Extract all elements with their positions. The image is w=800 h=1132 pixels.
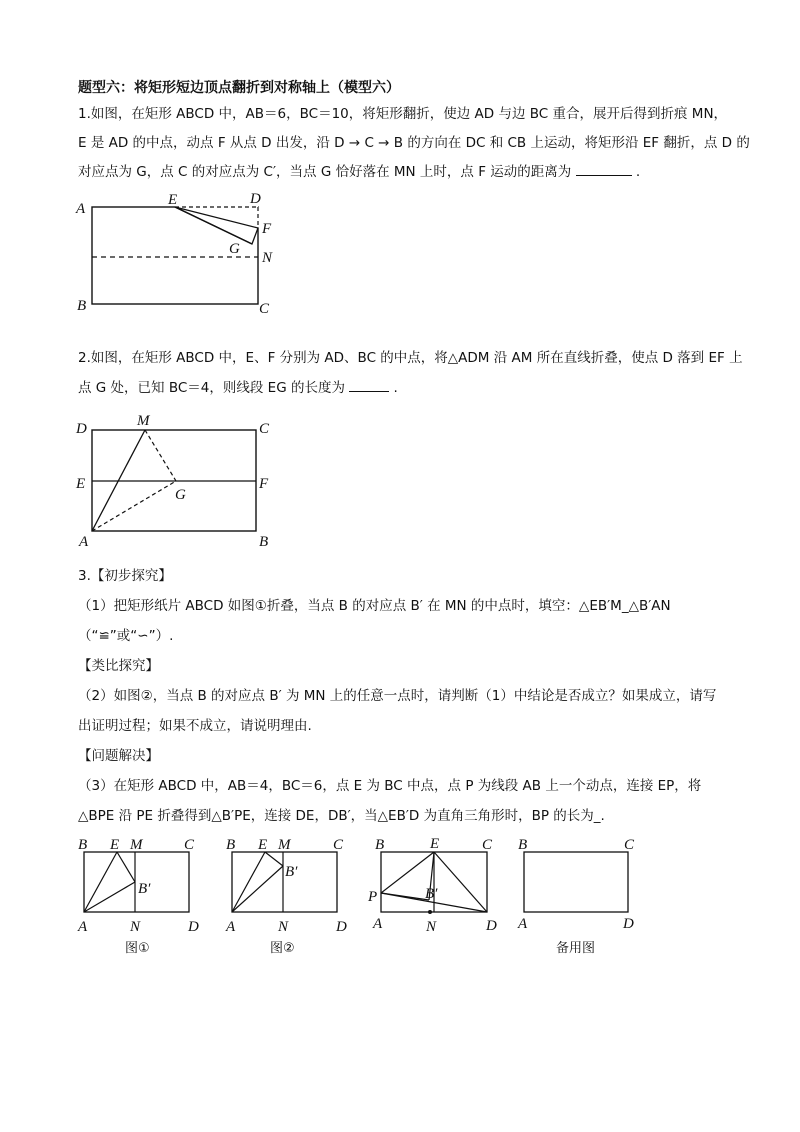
fig3-label-a: A [373, 916, 383, 932]
q1-label-f: F [262, 221, 272, 237]
fig2-label-n: N [278, 919, 289, 935]
q2-line-2-end: . [393, 380, 398, 396]
fig1-label-d: D [188, 919, 199, 935]
fig1-label-m: M [130, 837, 143, 853]
fig4-label-c: C [624, 837, 635, 853]
q3-analog-heading: 【类比探究】 [78, 658, 159, 674]
fig3-label-bprime: B′ [425, 886, 438, 902]
fig3-label-e: E [430, 836, 440, 852]
q1-line-2: E 是 AD 的中点，动点 F 从点 D 出发，沿 D → C → B 的方向在 DC 和 CB 上运动，将矩形沿 EF 翻折，点 D 的 [78, 135, 750, 151]
q2-label-m: M [137, 413, 150, 429]
fig1-label-c: C [184, 837, 195, 853]
fig1-label-e: E [110, 837, 120, 853]
q2-label-g: G [175, 487, 186, 503]
q3-part3-line-2: △BPE 沿 PE 折叠得到△B′PE，连接 DE，DB′，当△EB′D 为直角三角形时，BP 的长为_. [78, 808, 605, 824]
q2-label-c: C [259, 421, 270, 437]
fig2-label-m: M [278, 837, 291, 853]
q1-label-b: B [77, 298, 87, 314]
fig4-label-d: D [623, 916, 634, 932]
fig4-caption: 备用图 [556, 941, 596, 956]
fig1-caption: 图① [125, 941, 150, 956]
q1-line-3-end: . [635, 164, 641, 180]
fig3-label-b: B [375, 837, 385, 853]
q2-label-f: F [259, 476, 269, 492]
fig2-caption: 图② [270, 941, 295, 956]
q1-line-1: 1.如图，在矩形 ABCD 中，AB＝6，BC＝10，将矩形翻折，使边 AD 与边 BC 重合，展开后得到折痕 MN， [78, 106, 728, 122]
q1-label-e: E [168, 192, 178, 208]
q2-label-e: E [76, 476, 86, 492]
q3-header: 3.【初步探究】 [78, 568, 172, 584]
q3-part1-line-1: （1）把矩形纸片 ABCD 如图①折叠，当点 B 的对应点 B′ 在 MN 的中点时，填空：△EB′M_△B′AN [78, 598, 671, 614]
fig1-label-b: B [78, 837, 88, 853]
fig3-label-c: C [482, 837, 493, 853]
fig2-label-e: E [258, 837, 268, 853]
fig4-label-a: A [518, 916, 528, 932]
q3-solve-heading: 【问题解决】 [78, 748, 159, 764]
q2-line-2-text: 点 G 处，已知 BC＝4，则线段 EG 的长度为 [78, 380, 345, 396]
fig1-label-n: N [130, 919, 141, 935]
fig2-label-bprime: B′ [285, 864, 298, 880]
q2-line-1: 2.如图，在矩形 ABCD 中，E、F 分别为 AD、BC 的中点，将△ADM 沿 AM 所在直线折叠，使点 D 落到 EF 上 [78, 350, 743, 366]
q3-part1-line-2: （“≌”或“∽”）. [78, 628, 174, 644]
fig2-label-d: D [336, 919, 347, 935]
q1-label-a: A [76, 201, 86, 217]
q1-line-3-text: 对应点为 G，点 C 的对应点为 C′，当点 G 恰好落在 MN 上时，点 F 运动的距离为 [78, 164, 572, 180]
fig2-label-a: A [226, 919, 236, 935]
q2-label-b: B [259, 534, 269, 550]
fig1-label-a: A [78, 919, 88, 935]
q2-label-d: D [76, 421, 87, 437]
q1-label-g: G [229, 241, 240, 257]
section-title: 题型六：将矩形短边顶点翻折到对称轴上（模型六） [78, 80, 400, 96]
q2-label-a: A [79, 534, 89, 550]
fig4-label-b: B [518, 837, 528, 853]
q1-label-c: C [259, 301, 270, 317]
fig1-label-bprime: B′ [138, 881, 151, 897]
q1-label-n: N [262, 250, 273, 266]
fig3-label-p: P [368, 889, 378, 905]
q3-part3-line-1: （3）在矩形 ABCD 中，AB＝4，BC＝6，点 E 为 BC 中点，点 P 为线段 AB 上一个动点，连接 EP，将 [78, 778, 702, 794]
q3-part2-line-1: （2）如图②，当点 B 的对应点 B′ 为 MN 上的任意一点时，请判断（1）中结论是否成立？如果成立，请写 [78, 688, 717, 704]
q1-label-d: D [250, 191, 261, 207]
fig2-label-c: C [333, 837, 344, 853]
fig3-label-d: D [486, 918, 497, 934]
fig2-label-b: B [226, 837, 236, 853]
q3-part2-line-2: 出证明过程；如果不成立，请说明理由. [78, 718, 312, 734]
fig3-label-n: N [426, 919, 437, 935]
